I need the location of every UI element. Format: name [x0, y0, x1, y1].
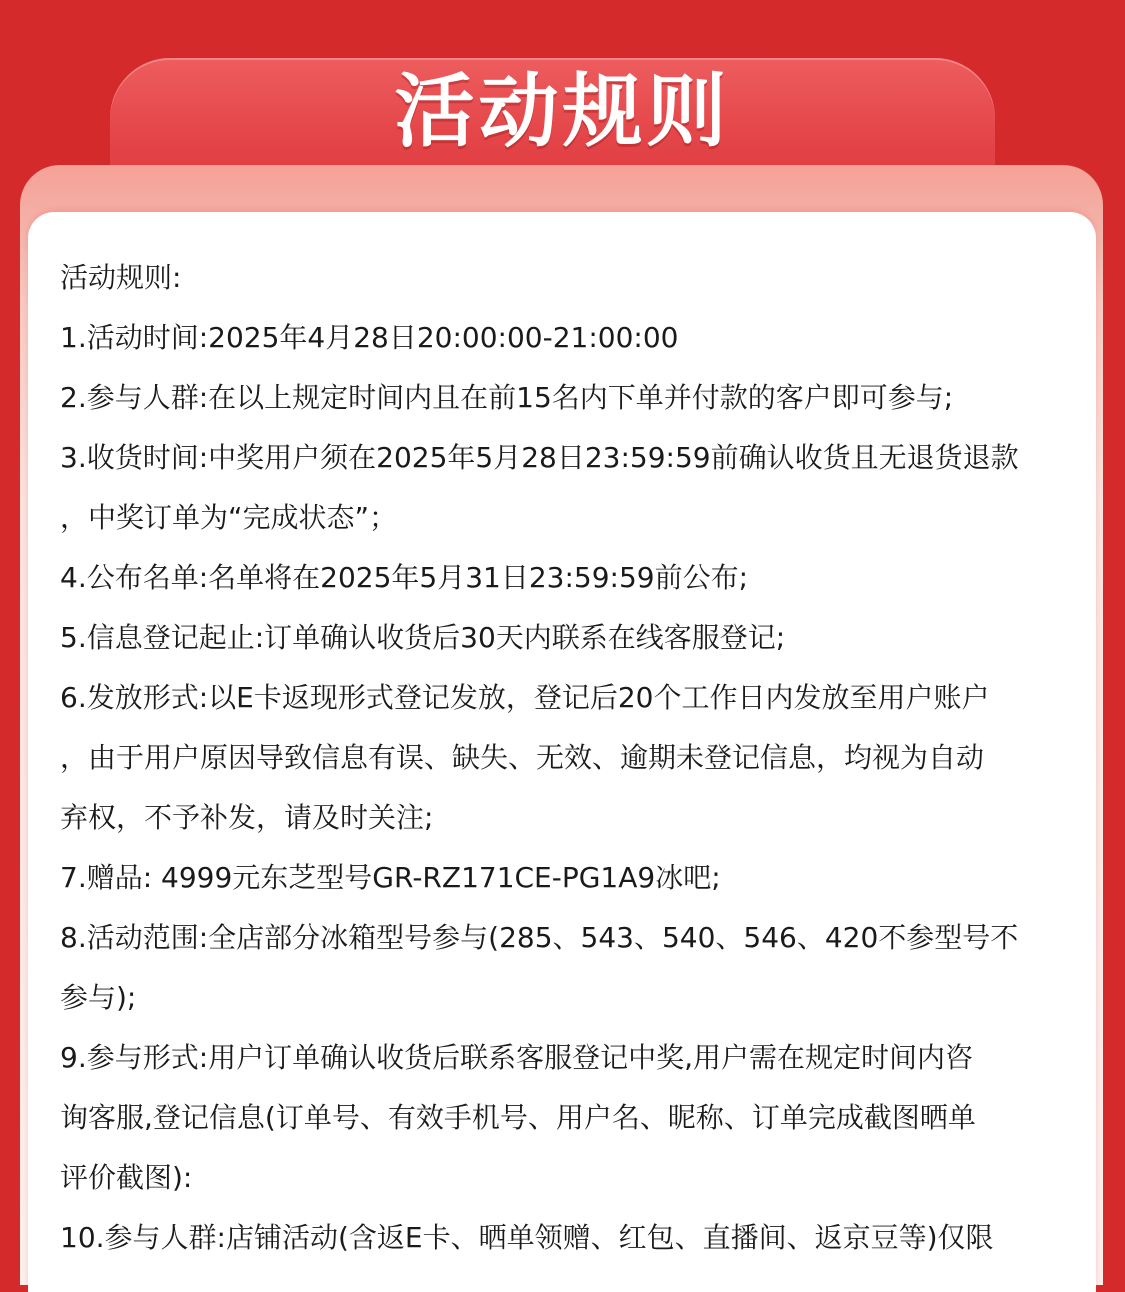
rule-line: 6.发放形式:以E卡返现形式登记发放，登记后20个工作日内发放至用户账户 — [60, 681, 990, 714]
rule-line: 3.收货时间:中奖用户须在2025年5月28日23:59:59前确认收货且无退货退款 — [60, 441, 1019, 474]
rule-line: ，中奖订单为“完成状态”； — [60, 501, 398, 534]
rule-line: 弃权，不予补发，请及时关注; — [60, 801, 434, 834]
rules-text-block — [60, 248, 1090, 1268]
rule-line: 10.参与人群:店铺活动(含返E卡、晒单领赠、红包、直播间、返京豆等)仅限 — [60, 1221, 994, 1254]
rule-line: 4.公布名单:名单将在2025年5月31日23:59:59前公布; — [60, 561, 749, 594]
page-title: 活动规则 — [394, 65, 731, 158]
rule-line: 参与); — [60, 981, 137, 1014]
rule-line: 9.参与形式:用户订单确认收货后联系客服登记中奖,用户需在规定时间内咨 — [60, 1041, 974, 1074]
rules-heading: 活动规则: — [60, 261, 182, 294]
rule-line: 评价截图): — [60, 1161, 193, 1194]
rule-line: 2.参与人群:在以上规定时间内且在前15名内下单并付款的客户即可参与; — [60, 381, 954, 414]
rule-line: 5.信息登记起止:订单确认收货后30天内联系在线客服登记; — [60, 621, 786, 654]
rule-line: 8.活动范围:全店部分冰箱型号参与(285、543、540、546、420不参型号不 — [60, 921, 1019, 954]
rule-line: 7.赠品: 4999元东芝型号GR-RZ171CE-PG1A9冰吧; — [60, 861, 721, 894]
rule-line: 1.活动时间:2025年4月28日20:00:00-21:00:00 — [60, 321, 679, 354]
rule-line: ，由于用户原因导致信息有误、缺失、无效、逾期未登记信息，均视为自动 — [60, 741, 985, 774]
rule-line: 询客服,登记信息(订单号、有效手机号、用户名、昵称、订单完成截图晒单 — [60, 1101, 976, 1134]
